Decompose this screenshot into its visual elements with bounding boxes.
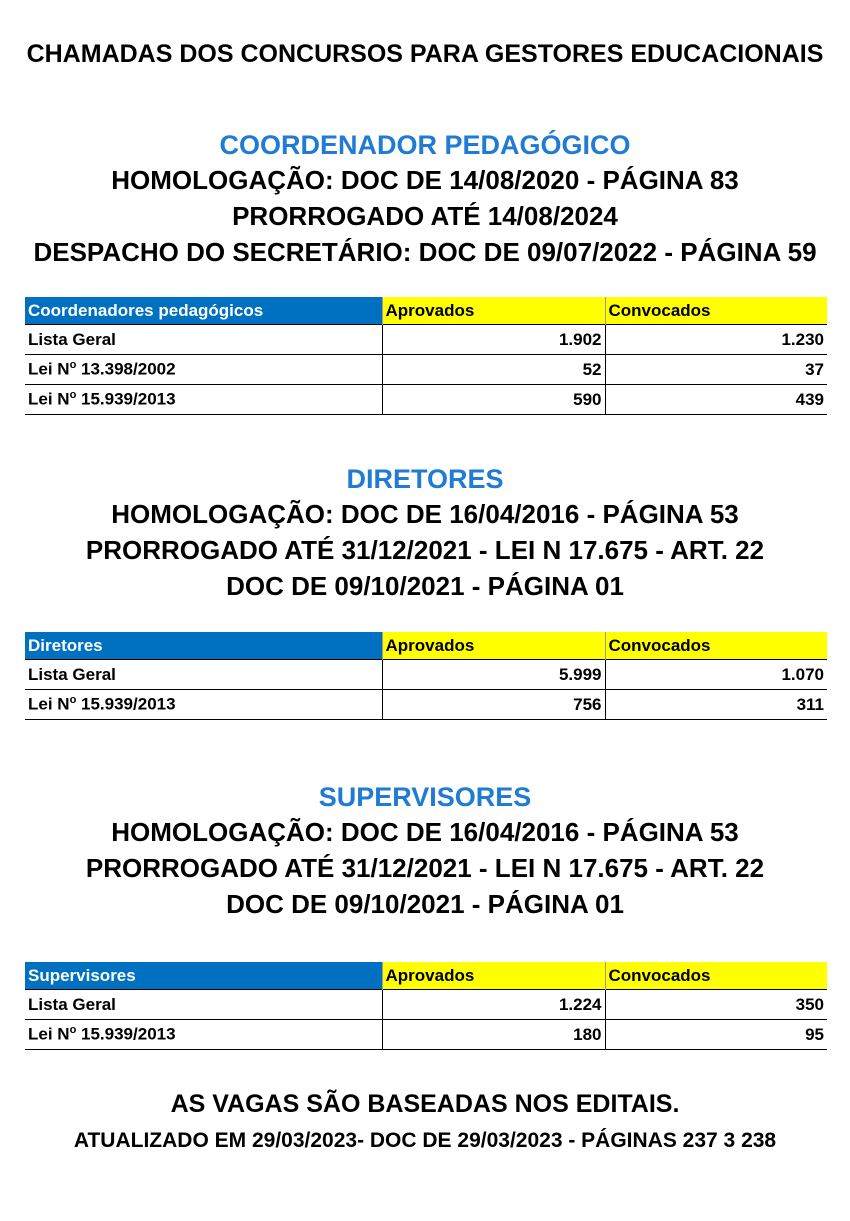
table-row [25,660,827,690]
row-label: Lista Geral [25,990,382,1020]
section-line: HOMOLOGAÇÃO: DOC DE 16/04/2016 - PÁGINA 53 [111,817,739,847]
section-line: PRORROGADO ATÉ 31/12/2021 - LEI N 17.675 - ART. 22 [85,853,765,883]
cell-convocados: 1.070 [605,660,827,690]
table-header: Convocados [605,632,827,660]
table-row [25,355,827,385]
cell-aprovados: 1.902 [382,325,605,355]
cell-convocados: 37 [605,355,827,385]
section-coordenador [0,128,850,270]
cell-convocados: 95 [605,1020,827,1050]
section-heading: DIRETORES [346,464,504,494]
cell-aprovados: 756 [382,690,605,720]
table-header-row [25,297,827,325]
table-row [25,385,827,415]
table-header: Aprovados [382,297,605,325]
table-header-row [25,632,827,660]
table-header: Aprovados [382,962,605,990]
cell-aprovados: 590 [382,385,605,415]
row-label: Lei $N^o$ 13.398/2002 [25,355,382,385]
section-line: DOC DE 09/10/2021 - PÁGINA 01 [226,889,624,919]
row-label: Lei $N^o$ 15.939/2013 [25,690,382,720]
section-line: PRORROGADO ATÉ 31/12/2021 - LEI N 17.675 - ART. 22 [85,535,765,565]
cell-aprovados: 52 [382,355,605,385]
table-row [25,325,827,355]
table-row [25,990,827,1020]
table-coordenadores [25,297,827,415]
table-row [25,690,827,720]
section-diretores [0,462,850,604]
table-header: Supervisores [25,962,382,990]
section-line: DESPACHO DO SECRETÁRIO: DOC DE 09/07/2022 - PÁGINA 59 [33,237,817,267]
cell-convocados: 439 [605,385,827,415]
table-header: Convocados [605,297,827,325]
table-header: Coordenadores pedagógicos [25,297,382,325]
section-supervisores [0,780,850,922]
row-label: Lei $N^o$ 15.939/2013 [25,1020,382,1050]
table-header: Diretores [25,632,382,660]
table-row [25,1020,827,1050]
cell-aprovados: 180 [382,1020,605,1050]
row-label: Lista Geral [25,660,382,690]
section-line: HOMOLOGAÇÃO: DOC DE 16/04/2016 - PÁGINA 53 [111,499,739,529]
table-header: Aprovados [382,632,605,660]
cell-aprovados: 5.999 [382,660,605,690]
table-header: Convocados [605,962,827,990]
section-heading: SUPERVISORES [318,782,532,812]
cell-aprovados: 1.224 [382,990,605,1020]
row-label: Lista Geral [25,325,382,355]
section-line: PRORROGADO ATÉ 14/08/2024 [232,201,618,231]
table-diretores [25,632,827,720]
footer-updated: ATUALIZADO EM 29/03/2023- DOC DE 29/03/2023 - PÁGINAS 237 3 238 [73,1129,777,1152]
cell-convocados: 311 [605,690,827,720]
row-label: Lei $N^o$ 15.939/2013 [25,385,382,415]
table-supervisores [25,962,827,1050]
page-title: CHAMADAS DOS CONCURSOS PARA GESTORES EDUCACIONAIS [26,40,824,68]
cell-convocados: 1.230 [605,325,827,355]
section-heading: COORDENADOR PEDAGÓGICO [219,130,631,160]
section-line: HOMOLOGAÇÃO: DOC DE 14/08/2020 - PÁGINA 83 [111,165,739,195]
section-line: DOC DE 09/10/2021 - PÁGINA 01 [226,571,624,601]
table-header-row [25,962,827,990]
footer-note: AS VAGAS SÃO BASEADAS NOS EDITAIS. [170,1090,680,1118]
cell-convocados: 350 [605,990,827,1020]
